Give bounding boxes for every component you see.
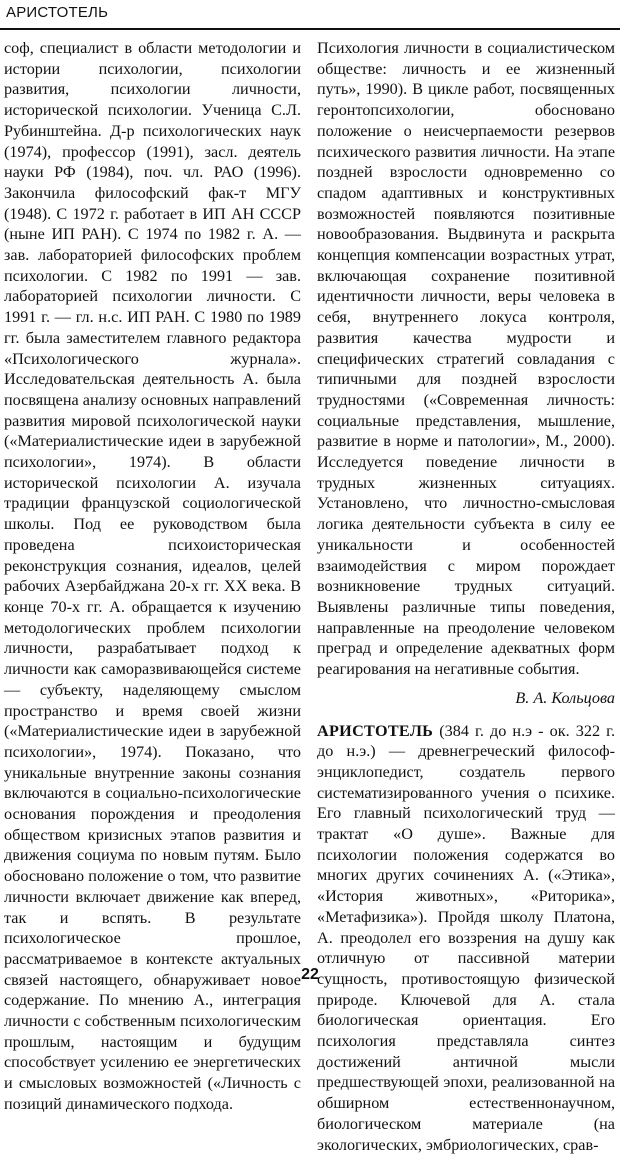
entry-text: (384 г. до н.э - ок. 322 г. до н.э.) — древнегреческий философ-энциклопедист, создатель первого систематизированного учения о психике. Его главный психологический труд — трактат «О душе». Важные для психологии положения содержатся во многих других сочинениях А. («Этика», «История животных», «Риторика», «Метафизика»). Пройдя школу Платона, А. преодолел его воззрения на душу как отличную от пассивной материи сущность, противостоящую физической природе. Ключевой для А. стала биологическая ориентация. Его психология представляла синтез достижений античной мысли предшествующей эпохи, реализованной на обширном естественнонаучном, биологическом материале (на экологических, эмбриологических, срав- [317,722,615,1154]
left-column-text: соф, специалист в области методологии и истории психологии, психологии развития, психологии личности, исторической психологии. Ученица С.Л. Рубинштейна. Д-р психологических наук (1974), профессор (1991), засл. деятель науки РФ (1984), поч. чл. РАО (1996). Закончила философский фак-т МГУ (1948). С 1972 г. работает в ИП АН СССР (ныне ИП РАН). С 1974 по 1982 г. А. — зав. лабораторией философских проблем психологии. С 1982 по 1991 — зав. лабораторией психологии личности. С 1991 г. — гл. н.с. ИП РАН. С 1980 по 1989 гг. была заместителем главного редактора «Психологического журнала». Исследовательская деятельность А. была посвящена анализу основных направлений развития мировой психологической науки («Материалистические идеи в зарубежной психологии», 1974). В области исторической психологии А. изучала традиции французской социологической школы. Под ее руководством была проведена психоисторическая реконструкция сознания, идеалов, целей рабочих Азербайджана 20-х гг. XX века. В конце 70-х гг. А. обращается к изучению методологических проблем психологии личности, разрабатывает подход к личности как саморазвивающейся системе — субъекту, наделяющему смыслом пространство и время своей жизни («Материалистические идеи в зарубежной психологии», 1974). Показано, что уникальные внутренние законы сознания включаются в социально-психологические основания порождения и преодоления обществом кризисных этапов развития и движения социума по новым путям. Было обосновано положение о том, что развитие личности включает движение как вперед, так и вспять. В результате психологическое прошлое, рассматриваемое в контексте актуальных связей настоящего, обнаруживает новое содержание. По мнению А., интеграция личности с собственным психологическим прошлым, настоящим и будущим способствует усилению ее энергетических и смысловых возможностей («Личность с позиций динамического подхода. [4,38,301,1115]
header-rule [0,28,620,30]
left-column [4,38,301,1115]
dictionary-entry [317,721,615,1155]
author-signature: В. А. Кольцова [317,688,615,709]
running-title: АРИСТОТЕЛЬ [6,4,108,21]
right-column [317,38,615,1155]
page-number: 22 [0,966,620,984]
entry-headword: АРИСТОТЕЛЬ [317,722,433,740]
right-column-text: Психология личности в социалистическом обществе: личность и ее жизненный путь», 1990). В цикле работ, посвященных геронтопсихологии, обосновано положение о неисчерпаемости резервов психического развития личности. На этапе поздней взрослости одновременно со спадом адаптивных и конструктивных возможностей появляются позитивные новообразования. Выдвинута и раскрыта концепция компенсации возрастных утрат, включающая сохранение позитивной идентичности личности, веры человека в себя, внутреннего локуса контроля, развития качества мудрости и специфических стратегий совладания с типичными для поздней взрослости трудностями («Современная личность: социальные представления, мышление, развитие в норме и патологии», М., 2000). Исследуется поведение личности в трудных жизненных ситуациях. Установлено, что личностно-смысловая логика деятельности субъекта в силу ее уникальности и особенностей взаимодействия с миром порождает возникновение трудных ситуаций. Выявлены различные типы поведения, направленные на преодоление человеком преград и определение адекватных форм реагирования на негативные события. [317,38,615,680]
